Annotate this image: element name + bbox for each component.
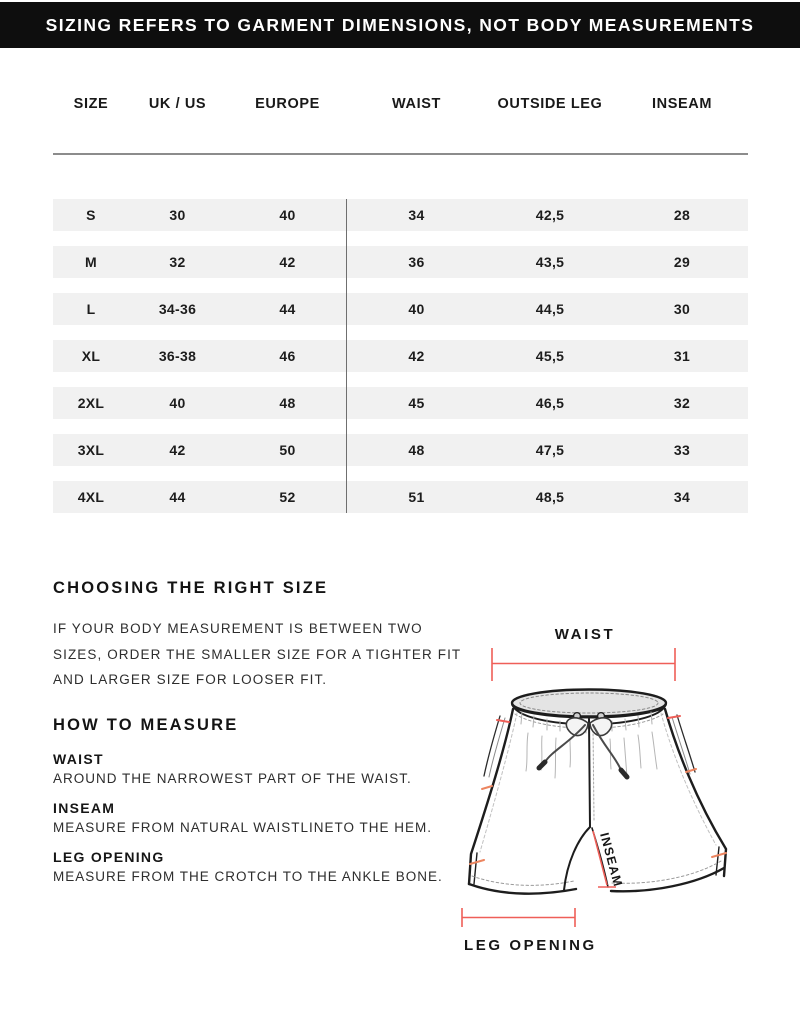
measure-description: MEASURE FROM NATURAL WAISTLINETO THE HEM. bbox=[53, 820, 433, 835]
table-cell: 36-38 bbox=[158, 348, 197, 364]
table-cell: 36 bbox=[408, 254, 425, 270]
table-cell: 46 bbox=[279, 348, 296, 364]
table-cell: 42 bbox=[408, 348, 425, 364]
table-cell: 31 bbox=[673, 348, 691, 364]
table-cell: 50 bbox=[279, 442, 296, 458]
table-row bbox=[53, 481, 748, 513]
table-cell-size: 4XL bbox=[77, 489, 105, 505]
measure-item-leg-opening bbox=[53, 848, 473, 886]
table-row bbox=[53, 199, 748, 231]
table-row bbox=[53, 246, 748, 278]
table-cell: 40 bbox=[408, 301, 425, 317]
table-cell: 30 bbox=[169, 207, 186, 223]
table-cell: 29 bbox=[673, 254, 691, 270]
measure-term: LEG OPENING bbox=[53, 849, 165, 865]
table-header-rule bbox=[53, 153, 748, 155]
table-cell-size: XL bbox=[81, 348, 101, 364]
table-cell: 48,5 bbox=[535, 489, 565, 505]
table-column-divider bbox=[346, 199, 347, 513]
table-cell: 45 bbox=[408, 395, 425, 411]
table-cell: 40 bbox=[169, 395, 186, 411]
table-cell: 42 bbox=[279, 254, 296, 270]
size-table-body bbox=[53, 199, 748, 528]
table-cell-size: 3XL bbox=[77, 442, 105, 458]
measure-description: MEASURE FROM THE CROTCH TO THE ANKLE BONE. bbox=[53, 869, 443, 884]
table-cell: 34-36 bbox=[158, 301, 197, 317]
table-cell: 52 bbox=[279, 489, 296, 505]
diagram-leg-opening-label: LEG OPENING bbox=[464, 937, 597, 954]
choosing-size-heading: CHOOSING THE RIGHT SIZE bbox=[53, 579, 329, 597]
table-row bbox=[53, 387, 748, 419]
table-cell: 44 bbox=[279, 301, 296, 317]
table-cell: 43,5 bbox=[535, 254, 565, 270]
column-header-uk-us: UK / US bbox=[148, 96, 207, 112]
sizing-disclaimer-banner bbox=[0, 2, 800, 48]
table-row bbox=[53, 434, 748, 466]
column-header-europe: EUROPE bbox=[255, 96, 320, 112]
table-cell: 51 bbox=[408, 489, 425, 505]
shorts-illustration bbox=[469, 690, 726, 894]
waist-measure-line bbox=[492, 648, 675, 681]
measure-item-inseam bbox=[53, 799, 473, 837]
measure-term: INSEAM bbox=[53, 800, 116, 816]
table-cell: 47,5 bbox=[535, 442, 565, 458]
table-cell-size: S bbox=[86, 207, 96, 223]
table-cell: 34 bbox=[673, 489, 691, 505]
table-row bbox=[53, 293, 748, 325]
table-cell: 48 bbox=[279, 395, 296, 411]
diagram-waist-label: WAIST bbox=[554, 626, 616, 643]
table-cell-size: 2XL bbox=[77, 395, 105, 411]
table-cell-size: M bbox=[85, 254, 97, 270]
column-header-outside-leg: OUTSIDE LEG bbox=[497, 96, 603, 112]
table-cell: 34 bbox=[408, 207, 425, 223]
table-cell: 44,5 bbox=[535, 301, 565, 317]
table-row bbox=[53, 340, 748, 372]
column-header-inseam: INSEAM bbox=[652, 96, 712, 112]
table-cell: 48 bbox=[408, 442, 425, 458]
table-cell: 33 bbox=[673, 442, 691, 458]
table-cell: 42 bbox=[169, 442, 186, 458]
how-to-measure-heading: HOW TO MEASURE bbox=[53, 716, 239, 734]
shorts-measurement-diagram bbox=[440, 615, 770, 960]
diagram-inseam-label: INSEAM bbox=[597, 831, 626, 889]
table-cell: 44 bbox=[169, 489, 186, 505]
table-cell: 45,5 bbox=[535, 348, 565, 364]
table-cell: 46,5 bbox=[535, 395, 565, 411]
table-cell: 28 bbox=[673, 207, 691, 223]
measure-item-waist bbox=[53, 750, 473, 788]
column-header-waist: WAIST bbox=[392, 96, 441, 112]
choosing-size-paragraph: IF YOUR BODY MEASUREMENT IS BETWEEN TWO SIZES, ORDER THE SMALLER SIZE FOR A TIGHTER FIT AND LARGER SIZE FOR LOOSER FIT. bbox=[53, 621, 462, 687]
table-cell-size: L bbox=[86, 301, 96, 317]
column-header-size: SIZE bbox=[73, 96, 109, 112]
measure-description: AROUND THE NARROWEST PART OF THE WAIST. bbox=[53, 771, 412, 786]
size-table-header bbox=[53, 92, 748, 116]
measure-term: WAIST bbox=[53, 751, 104, 767]
table-cell: 30 bbox=[673, 301, 691, 317]
table-cell: 40 bbox=[279, 207, 296, 223]
banner-text: SIZING REFERS TO GARMENT DIMENSIONS, NOT BODY MEASUREMENTS bbox=[45, 14, 755, 35]
table-cell: 32 bbox=[169, 254, 186, 270]
measure-definitions bbox=[53, 750, 473, 897]
table-cell: 42,5 bbox=[535, 207, 565, 223]
table-cell: 32 bbox=[673, 395, 691, 411]
leg-opening-measure-line bbox=[462, 908, 575, 927]
